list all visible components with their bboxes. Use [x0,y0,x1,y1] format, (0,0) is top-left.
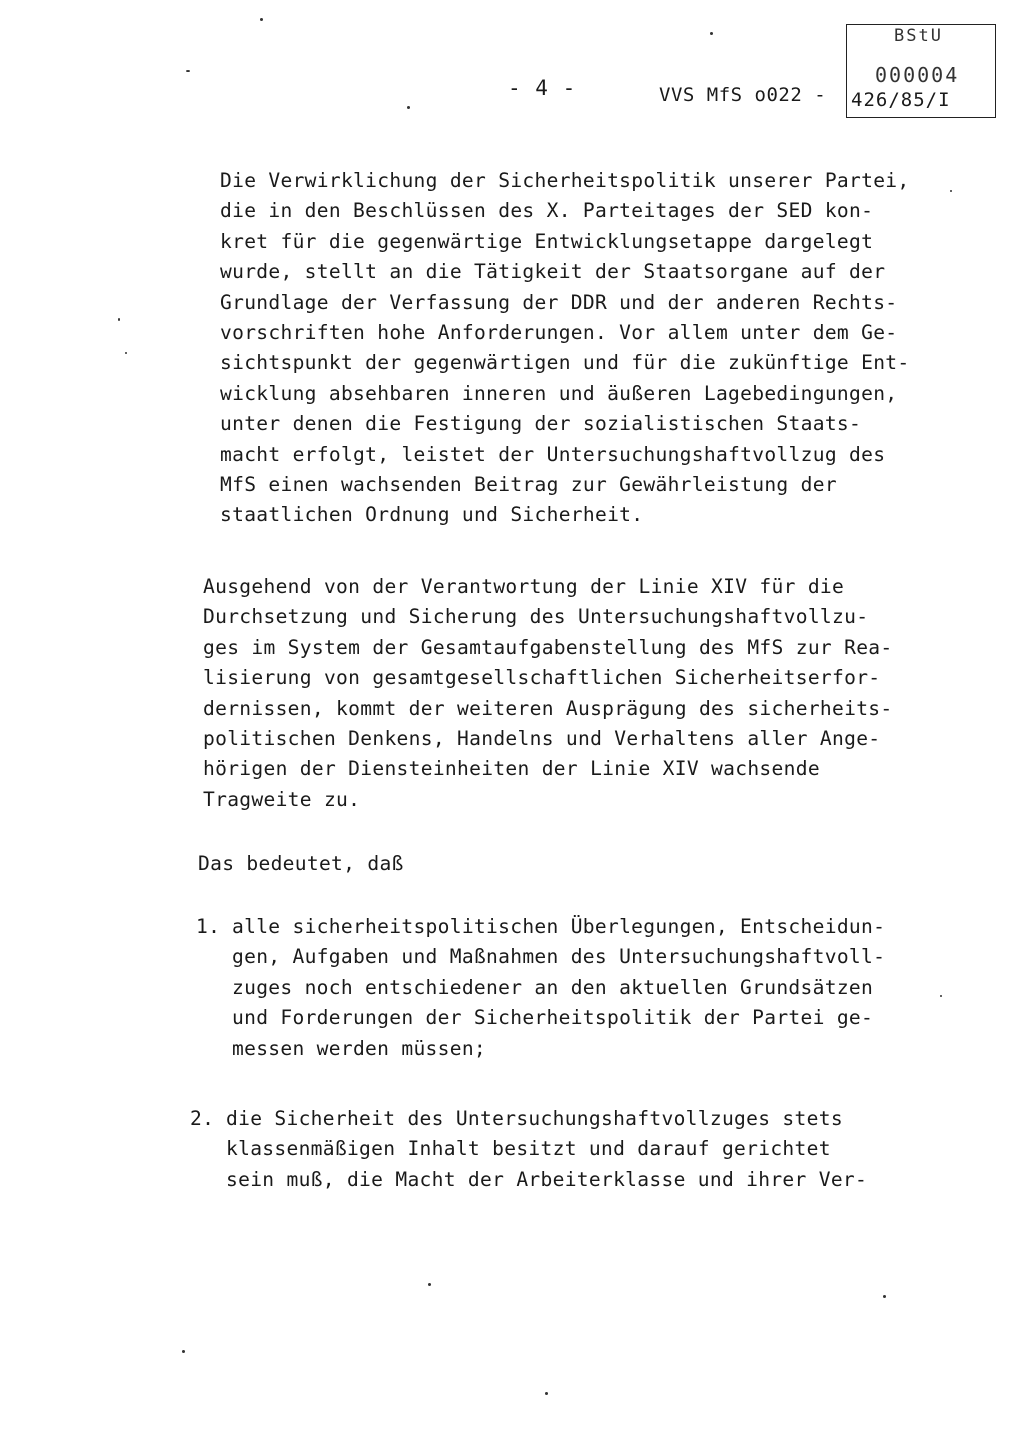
text-line: Durchsetzung und Sicherung des Untersuchungshaftvollzu- [203,605,869,629]
paragraph-2 [203,572,893,815]
scan-speck [545,1392,548,1395]
text-line: politischen Denkens, Handelns und Verhaltens aller Ange- [203,727,881,751]
stamp-number: 000004 [875,63,960,87]
list-item-number: 2. [190,1107,215,1130]
text-line: lisierung von gesamtgesellschaftlichen Sicherheitserfor- [203,666,881,690]
scan-speck [950,190,952,192]
text-line: Ausgehend von der Verantwortung der Linie XIV für die [203,575,845,598]
scan-speck [182,1350,185,1353]
stamp-reference: 426/85/I [851,89,951,111]
scan-speck [940,995,942,997]
list-item-number: 1. [196,915,221,938]
text-line: messen werden müssen; [232,1036,487,1060]
page-number: - 4 - [508,76,577,100]
scan-speck [260,18,263,21]
text-line: die Sicherheit des Untersuchungshaftvollzuges stets [226,1107,843,1130]
paragraph-1 [220,166,910,531]
text-line: klassenmäßigen Inhalt besitzt und darauf gerichtet [226,1137,831,1161]
scan-speck [710,32,713,35]
text-line: macht erfolgt, leistet der Untersuchungshaftvollzug des [220,442,886,466]
text-line: gen, Aufgaben und Maßnahmen des Untersuchungshaftvoll- [232,945,886,969]
list-item-text [232,912,885,1064]
text-line: dernissen, kommt der weiteren Ausprägung des sicherheits- [203,696,893,720]
scan-speck [125,352,127,354]
scan-speck [118,318,120,321]
document-reference: VVS MfS o022 - [659,84,827,106]
scan-speck [428,1283,431,1286]
text-line: Tragweite zu. [203,787,361,811]
text-line: zuges noch entschiedener an den aktuellen Grundsätzen [232,975,874,999]
stamp-org: BStU [894,26,943,46]
text-line: MfS einen wachsenden Beitrag zur Gewährleistung der [220,473,837,497]
text-line: vorschriften hohe Anforderungen. Vor allem unter dem Ge- [220,321,898,345]
text-line: staatlichen Ordnung und Sicherheit. [220,503,644,527]
text-line: hörigen der Diensteinheiten der Linie XIV wachsende [203,757,820,781]
text-line: sichtspunkt der gegenwärtigen und für die zukünftige Ent- [220,351,910,375]
text-line: ges im System der Gesamtaufgabenstellung des MfS zur Rea- [203,635,893,659]
text-line: unter denen die Festigung der sozialistischen Staats- [220,412,862,436]
scan-speck [186,70,190,72]
text-line: und Forderungen der Sicherheitspolitik der Partei ge- [232,1006,874,1030]
scan-speck [407,106,410,109]
text-line: wurde, stellt an die Tätigkeit der Staatsorgane auf der [220,260,886,284]
text-line: Die Verwirklichung der Sicherheitspolitik unserer Partei, [220,169,910,192]
text-line: wicklung absehbaren inneren und äußeren Lagebedingungen, [220,381,898,405]
text-line: kret für die gegenwärtige Entwicklungsetappe dargelegt [220,229,874,253]
text-line: Das bedeutet, daß [198,852,404,875]
text-line: sein muß, die Macht der Arbeiterklasse und ihrer Ver- [226,1167,868,1191]
scan-speck [883,1295,886,1298]
text-line: Grundlage der Verfassung der DDR und der anderen Rechts- [220,290,898,314]
archive-stamp [846,24,996,118]
paragraph-3 [198,849,404,879]
text-line: die in den Beschlüssen des X. Parteitages der SED kon- [220,199,874,223]
list-item-text [226,1104,867,1195]
text-line: alle sicherheitspolitischen Überlegungen, Entscheidun- [232,915,886,938]
